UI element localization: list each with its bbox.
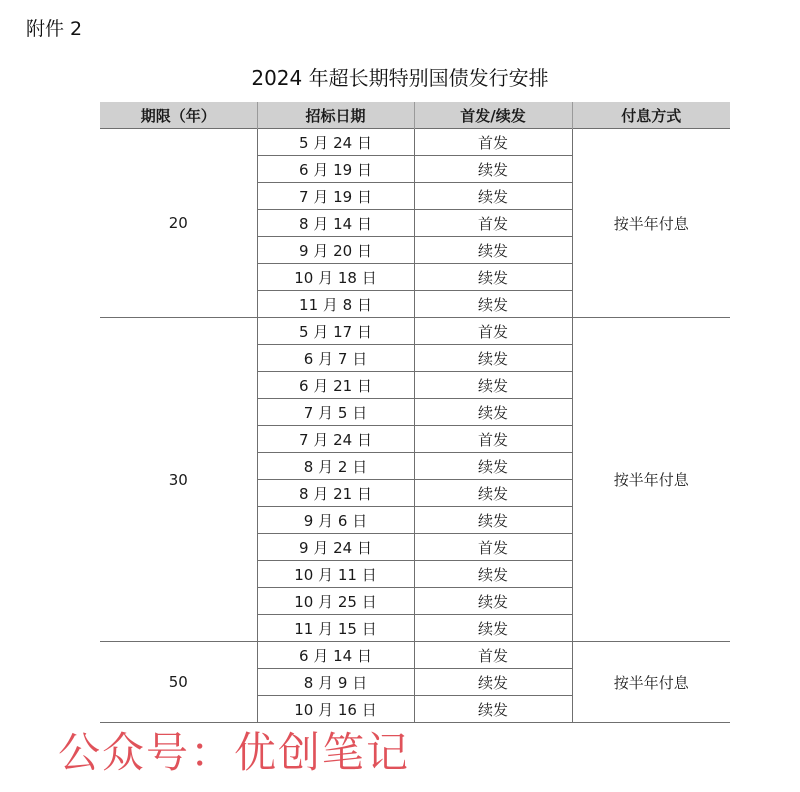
auction-date-cell: 10 月 18 日 bbox=[257, 264, 414, 291]
issue-type-cell: 首发 bbox=[414, 534, 572, 561]
auction-date-cell: 8 月 14 日 bbox=[257, 210, 414, 237]
auction-date-cell: 10 月 11 日 bbox=[257, 561, 414, 588]
issue-type-cell: 续发 bbox=[414, 291, 572, 318]
payment-method-cell: 按半年付息 bbox=[572, 318, 730, 642]
column-header-date: 招标日期 bbox=[257, 102, 414, 129]
auction-date-cell: 6 月 7 日 bbox=[257, 345, 414, 372]
issue-type-cell: 续发 bbox=[414, 453, 572, 480]
term-cell: 20 bbox=[100, 129, 257, 318]
auction-date-cell: 11 月 15 日 bbox=[257, 615, 414, 642]
table-header-row bbox=[100, 102, 730, 129]
issue-type-cell: 续发 bbox=[414, 696, 572, 723]
issue-type-cell: 续发 bbox=[414, 399, 572, 426]
issue-type-cell: 续发 bbox=[414, 156, 572, 183]
issue-type-cell: 续发 bbox=[414, 669, 572, 696]
issue-type-cell: 续发 bbox=[414, 561, 572, 588]
auction-date-cell: 5 月 17 日 bbox=[257, 318, 414, 345]
auction-date-cell: 7 月 24 日 bbox=[257, 426, 414, 453]
table-row bbox=[100, 129, 730, 156]
issue-type-cell: 续发 bbox=[414, 183, 572, 210]
issue-type-cell: 首发 bbox=[414, 642, 572, 669]
auction-date-cell: 5 月 24 日 bbox=[257, 129, 414, 156]
document-title: 2024 年超长期特别国债发行安排 bbox=[251, 66, 549, 90]
auction-date-cell: 6 月 19 日 bbox=[257, 156, 414, 183]
payment-method-cell: 按半年付息 bbox=[572, 642, 730, 723]
auction-date-cell: 10 月 16 日 bbox=[257, 696, 414, 723]
issue-type-cell: 首发 bbox=[414, 129, 572, 156]
issue-type-cell: 续发 bbox=[414, 372, 572, 399]
issue-type-cell: 续发 bbox=[414, 615, 572, 642]
auction-date-cell: 8 月 21 日 bbox=[257, 480, 414, 507]
term-cell: 30 bbox=[100, 318, 257, 642]
issue-type-cell: 续发 bbox=[414, 480, 572, 507]
bond-schedule-table bbox=[100, 102, 730, 723]
payment-method-cell: 按半年付息 bbox=[572, 129, 730, 318]
auction-date-cell: 6 月 21 日 bbox=[257, 372, 414, 399]
term-cell: 50 bbox=[100, 642, 257, 723]
auction-date-cell: 7 月 5 日 bbox=[257, 399, 414, 426]
column-header-term: 期限（年） bbox=[100, 102, 257, 129]
attachment-label: 附件 2 bbox=[26, 18, 83, 40]
auction-date-cell: 7 月 19 日 bbox=[257, 183, 414, 210]
watermark-text: 公众号：优创笔记 bbox=[58, 728, 411, 777]
auction-date-cell: 9 月 24 日 bbox=[257, 534, 414, 561]
auction-date-cell: 9 月 6 日 bbox=[257, 507, 414, 534]
issue-type-cell: 首发 bbox=[414, 210, 572, 237]
issue-type-cell: 续发 bbox=[414, 588, 572, 615]
issue-type-cell: 首发 bbox=[414, 318, 572, 345]
table-row bbox=[100, 318, 730, 345]
auction-date-cell: 6 月 14 日 bbox=[257, 642, 414, 669]
issue-type-cell: 续发 bbox=[414, 507, 572, 534]
issue-type-cell: 续发 bbox=[414, 345, 572, 372]
issue-type-cell: 首发 bbox=[414, 426, 572, 453]
issue-type-cell: 续发 bbox=[414, 264, 572, 291]
auction-date-cell: 11 月 8 日 bbox=[257, 291, 414, 318]
table-body bbox=[100, 129, 730, 723]
table-row bbox=[100, 642, 730, 669]
column-header-payment-method: 付息方式 bbox=[572, 102, 730, 129]
auction-date-cell: 8 月 2 日 bbox=[257, 453, 414, 480]
auction-date-cell: 9 月 20 日 bbox=[257, 237, 414, 264]
auction-date-cell: 10 月 25 日 bbox=[257, 588, 414, 615]
column-header-issue-type: 首发/续发 bbox=[414, 102, 572, 129]
issue-type-cell: 续发 bbox=[414, 237, 572, 264]
auction-date-cell: 8 月 9 日 bbox=[257, 669, 414, 696]
